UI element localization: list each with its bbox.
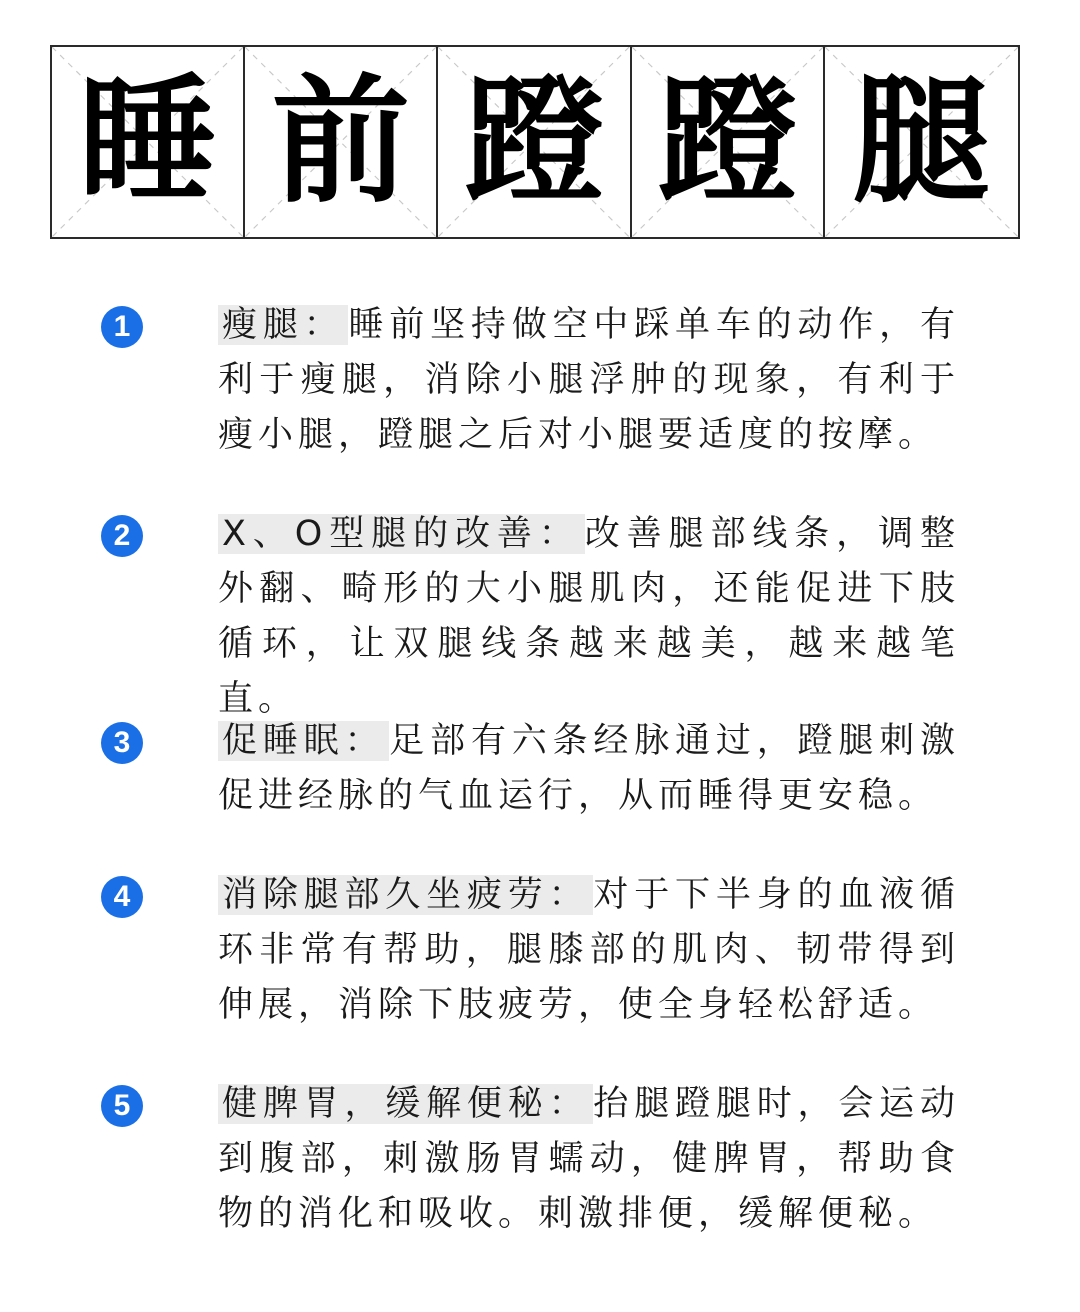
item-text: [218, 868, 960, 1033]
title-char: 蹬: [658, 61, 797, 222]
title-cell: [52, 47, 245, 237]
item-body: 改善腿部线条，调整外翻、畸形的大小腿肌肉，还能促进下肢循环，让双腿线条越来越美，越来越笔直。: [218, 514, 960, 719]
item-text: [218, 298, 960, 463]
item-heading: 健脾胃，缓解便秘：: [218, 1084, 593, 1124]
item-heading: X、O型腿的改善：: [218, 514, 585, 554]
item-body: 足部有六条经脉通过，蹬腿刺激促进经脉的气血运行，从而睡得更安稳。: [218, 721, 960, 816]
item-text: [218, 507, 960, 727]
number-badge: 5: [101, 1085, 143, 1127]
number-badge: 1: [101, 306, 143, 348]
number-badge: 2: [101, 515, 143, 557]
title-cell: [438, 47, 631, 237]
number-badge: 4: [101, 876, 143, 918]
item-heading: 瘦腿：: [218, 305, 348, 345]
number-badge: 3: [101, 722, 143, 764]
title-cell: [632, 47, 825, 237]
item-body: 抬腿蹬腿时，会运动到腹部，刺激肠胃蠕动，健脾胃，帮助食物的消化和吸收。刺激排便，缓解便秘。: [218, 1084, 960, 1234]
item-heading: 促睡眠：: [218, 721, 389, 761]
title-char: 睡: [78, 61, 217, 222]
title-char: 蹬: [465, 61, 604, 222]
item-text: [218, 1077, 960, 1242]
title-char: 前: [271, 61, 410, 222]
title-grid: [50, 45, 1020, 239]
item-text: [218, 714, 960, 824]
title-cell: [245, 47, 438, 237]
item-heading: 消除腿部久坐疲劳：: [218, 875, 593, 915]
title-cell: [825, 47, 1018, 237]
item-body: 对于下半身的血液循环非常有帮助，腿膝部的肌肉、韧带得到伸展，消除下肢疲劳，使全身轻松舒适。: [218, 875, 960, 1025]
item-body: 睡前坚持做空中踩单车的动作，有利于瘦腿，消除小腿浮肿的现象，有利于瘦小腿，蹬腿之后对小腿要适度的按摩。: [218, 305, 960, 455]
title-char: 腿: [852, 61, 991, 222]
